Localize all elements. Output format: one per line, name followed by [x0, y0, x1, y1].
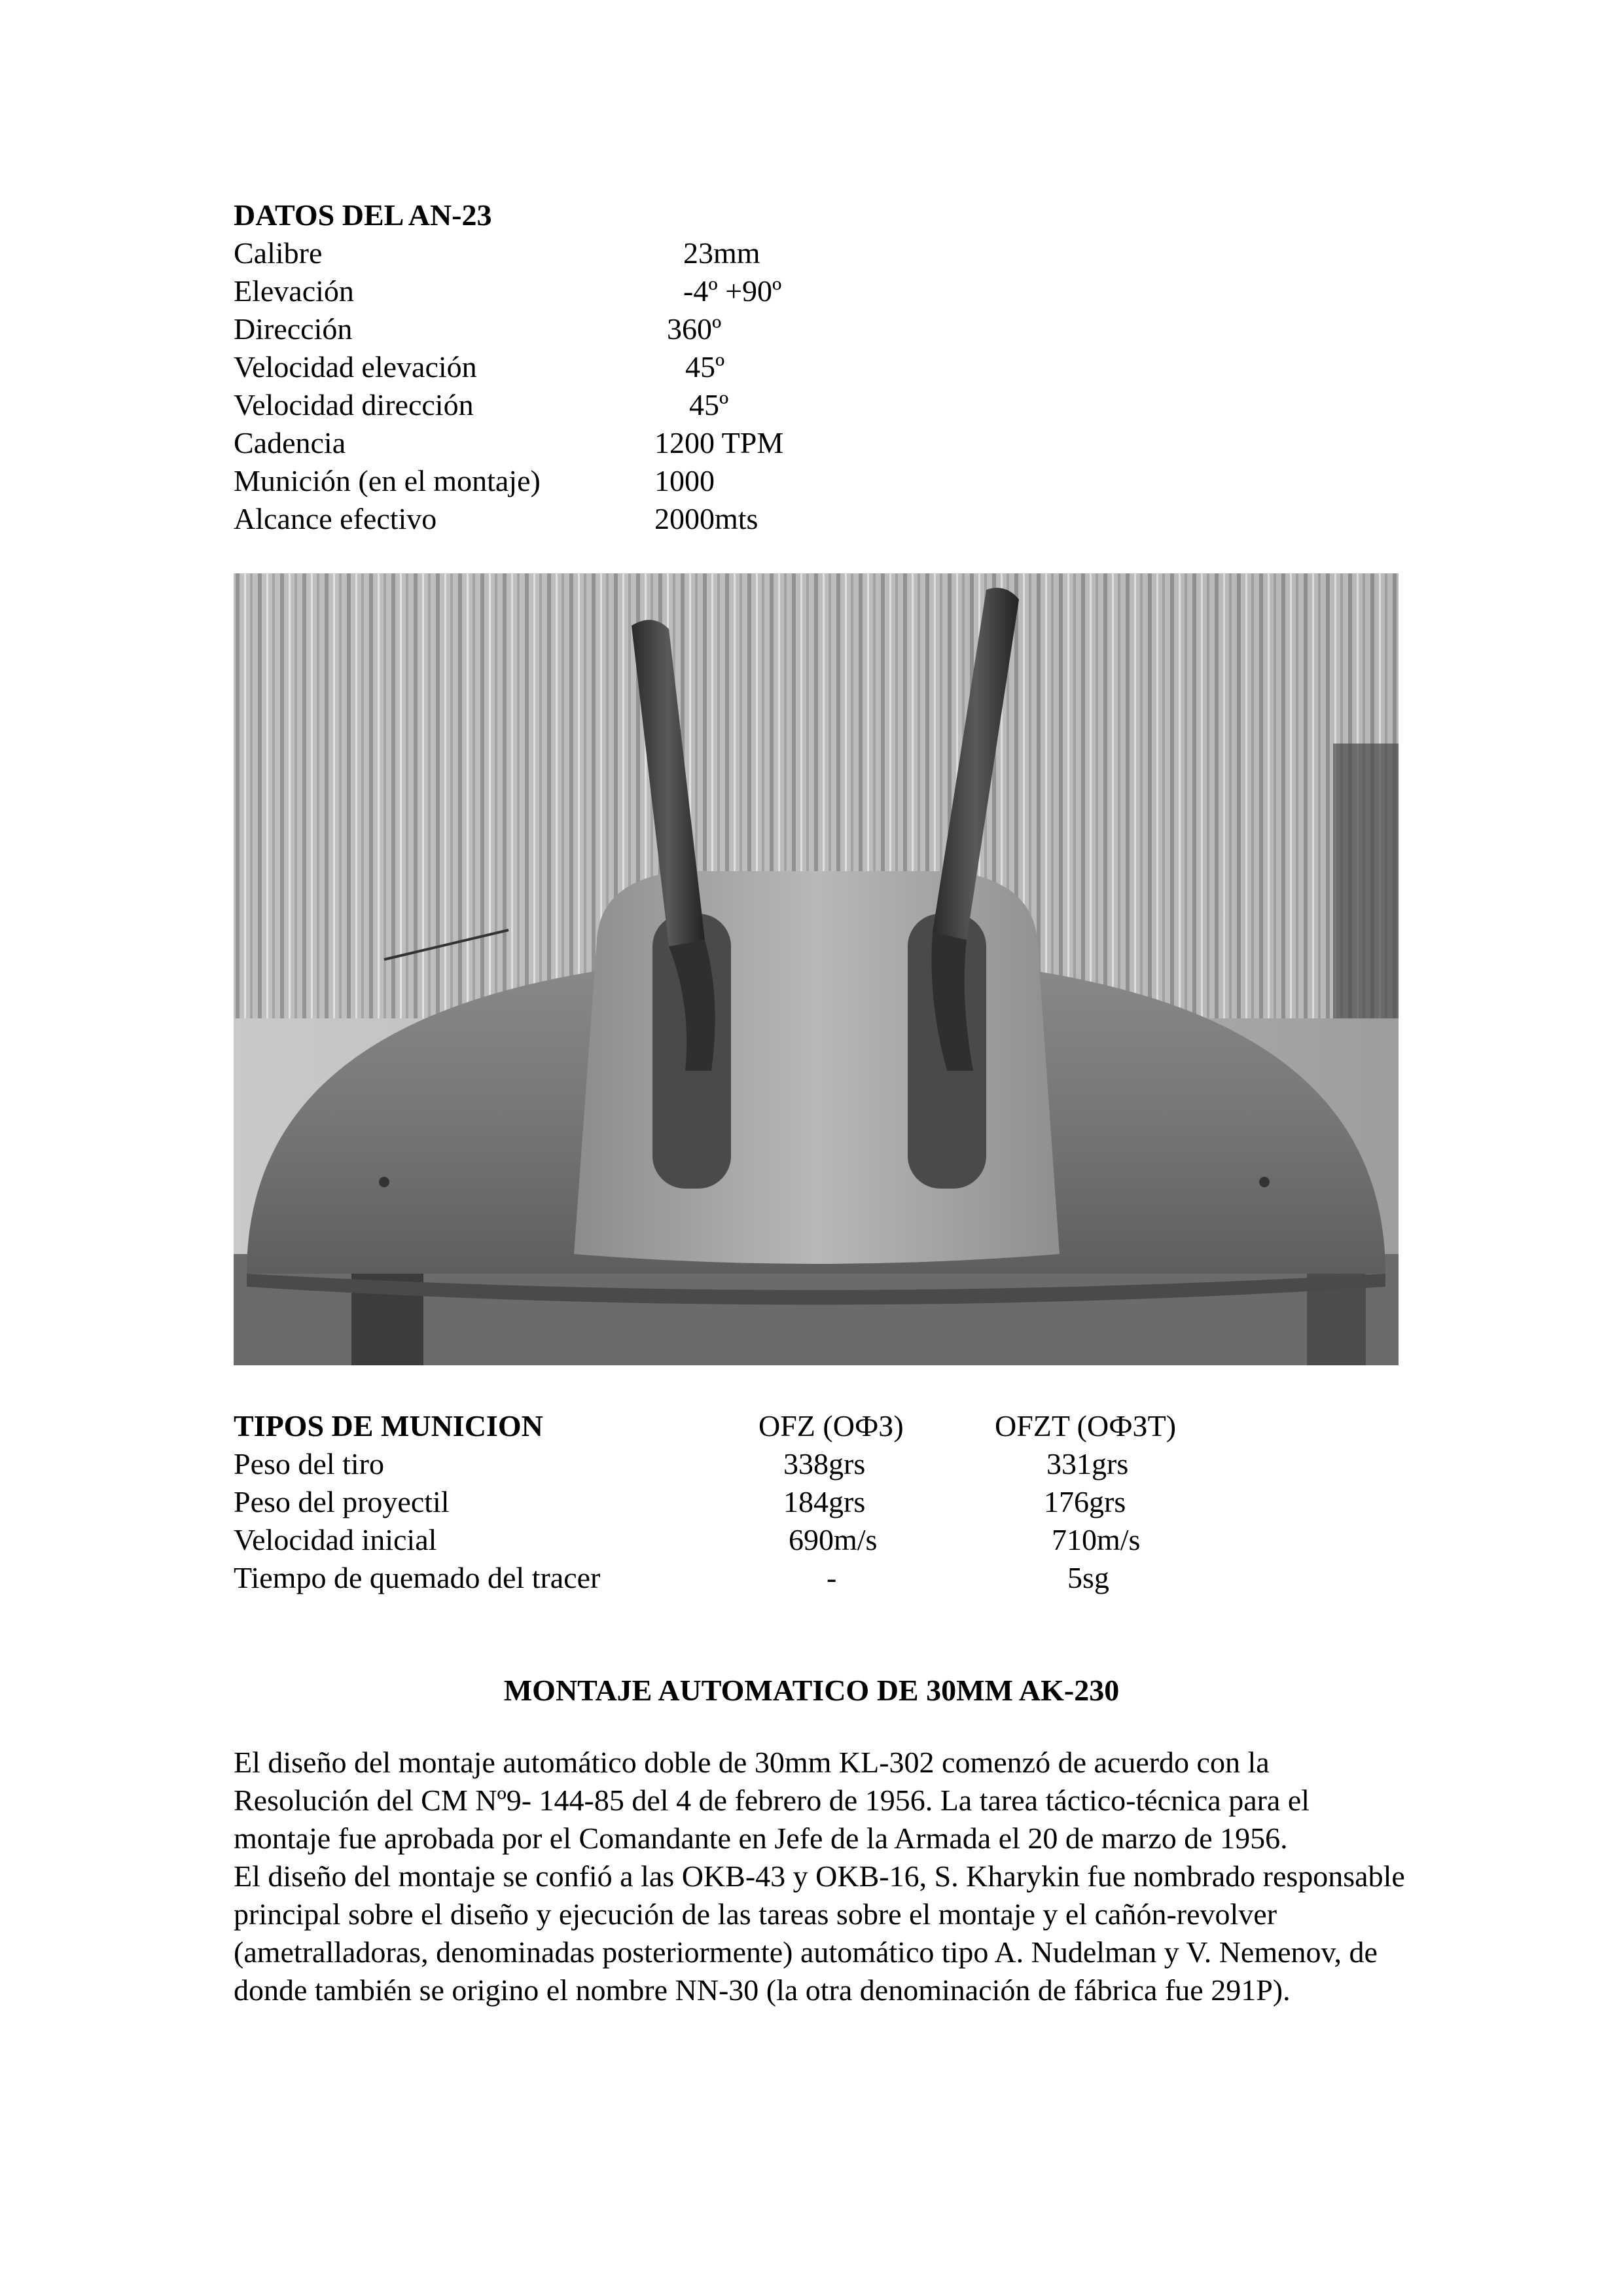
- specs-title: DATOS DEL AN-23: [234, 198, 492, 232]
- spec-value: 45º: [685, 350, 725, 384]
- spec-row: [234, 500, 1150, 538]
- spec-label: Calibre: [234, 236, 323, 270]
- spec-label: Cadencia: [234, 426, 346, 459]
- section-body: [234, 1744, 1405, 2009]
- spec-value: 2000mts: [654, 502, 758, 535]
- spec-row: [234, 348, 1150, 386]
- ammo-label: Peso del tiro: [234, 1447, 384, 1480]
- ammo-value-2: 710m/s: [1052, 1523, 1141, 1556]
- ammo-value-1: 690m/s: [789, 1523, 878, 1556]
- ammo-col2-header: OFZT (OФЗT): [995, 1409, 1177, 1443]
- ammo-value-1: -: [827, 1561, 837, 1594]
- gun-mount-photo: [234, 573, 1399, 1365]
- ammo-label: Peso del proyectil: [234, 1485, 450, 1518]
- ammo-value-2: 5sg: [1067, 1561, 1109, 1594]
- section-title: MONTAJE AUTOMATICO DE 30MM AK-230: [503, 1674, 1120, 1707]
- spec-value: 1200 TPM: [654, 426, 784, 459]
- spec-value: 45º: [689, 388, 729, 422]
- spec-value: 360º: [667, 312, 722, 346]
- ammo-row: [234, 1559, 1412, 1597]
- ammo-label: Tiempo de quemado del tracer: [234, 1561, 601, 1594]
- ammo-value-1: 338grs: [783, 1447, 866, 1480]
- ammo-col1-header: OFZ (OФЗ): [758, 1409, 904, 1443]
- ammo-row: [234, 1521, 1412, 1559]
- spec-row: [234, 462, 1150, 500]
- spec-row: [234, 234, 1150, 272]
- spec-label: Alcance efectivo: [234, 502, 437, 535]
- ammo-value-2: 331grs: [1046, 1447, 1129, 1480]
- spec-value: -4º +90º: [683, 274, 782, 308]
- ammo-row: [234, 1445, 1412, 1483]
- spec-value: 23mm: [683, 236, 760, 270]
- spec-row: [234, 424, 1150, 462]
- spec-label: Elevación: [234, 274, 354, 308]
- spec-value: 1000: [654, 464, 715, 497]
- paragraph: El diseño del montaje automático doble de 30mm KL-302 comenzó de acuerdo con la Resolución del CM Nº9- 144-85 del 4 de febrero de 1956. La tarea táctico-técnica para el montaje fue aprobada por el Comandante en Jefe de la Armada el 20 de marzo de 1956.: [234, 1746, 1310, 1855]
- spec-label: Velocidad dirección: [234, 388, 474, 422]
- spec-label: Velocidad elevación: [234, 350, 477, 384]
- spec-row: [234, 272, 1150, 310]
- spec-row: [234, 310, 1150, 348]
- spec-label: Dirección: [234, 312, 353, 346]
- ammo-value-1: 184grs: [783, 1485, 866, 1518]
- spec-label: Munición (en el montaje): [234, 464, 541, 497]
- paragraph: El diseño del montaje se confió a las OKB-43 y OKB-16, S. Kharykin fue nombrado responsable principal sobre el diseño y ejecución de las tareas sobre el montaje y el cañón-revolver (ametralladoras, denominadas posteriormente) automático tipo A. Nudelman y V. Nemenov, de donde también se origino el nombre NN-30 (la otra denominación de fábrica fue 291P).: [234, 1859, 1405, 2007]
- ammo-label: Velocidad inicial: [234, 1523, 437, 1556]
- ammo-row: [234, 1483, 1412, 1521]
- ammo-value-2: 176grs: [1044, 1485, 1126, 1518]
- ammo-title: TIPOS DE MUNICION: [234, 1409, 543, 1443]
- ammo-header-row: [234, 1407, 1412, 1445]
- spec-row: [234, 386, 1150, 424]
